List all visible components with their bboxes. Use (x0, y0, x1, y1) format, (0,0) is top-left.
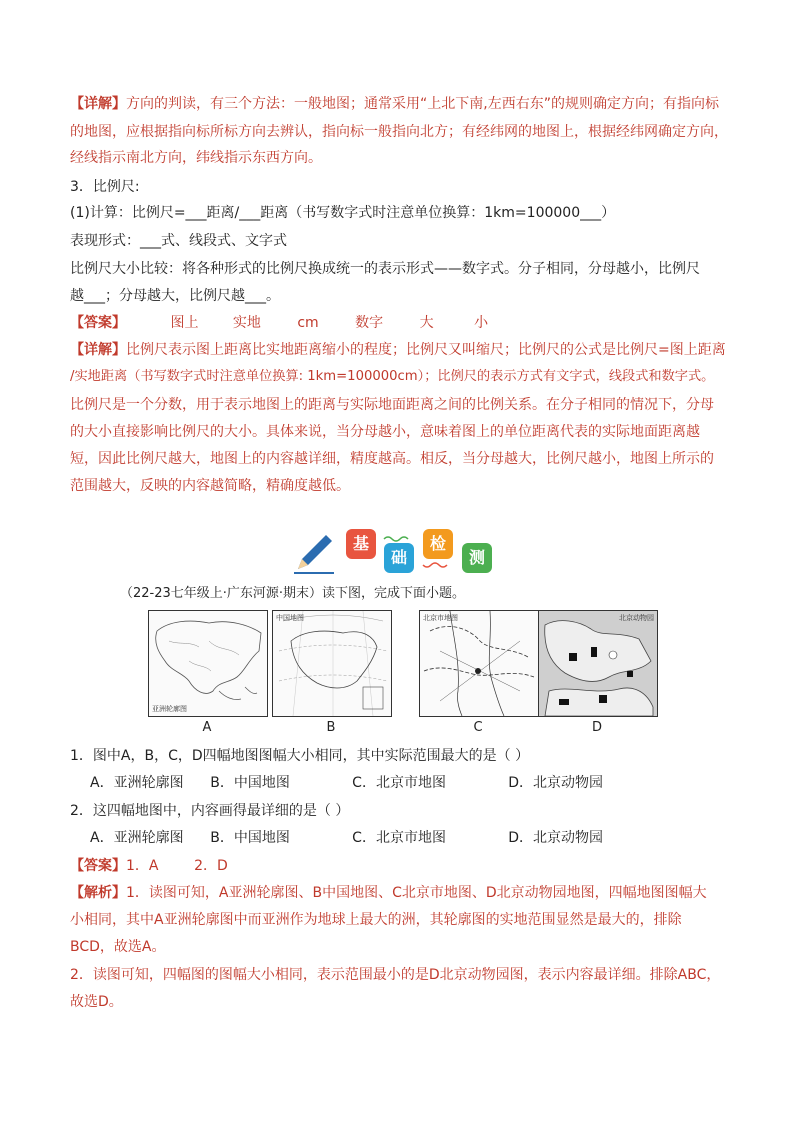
map-label: C (473, 720, 483, 735)
detail-text-line: 比例尺是一个分数，用于表示地图上的距离与实际地面距离之间的比例关系。在分子相同的情况下，分母 (70, 397, 714, 413)
map-caption: 中国地图 (276, 614, 304, 622)
map-asia (148, 610, 268, 717)
answer-item: 图上 (170, 315, 199, 331)
detail-text-line: /实地距离（书写数字式时注意单位换算: 1km=100000cm）；比例尺的表示方式有文字式，线段式和数字式。 (70, 369, 715, 384)
beijing-map-icon (420, 611, 538, 716)
analysis-text-line: 2．读图可知，四幅图的图幅大小相同，表示范围最小的是D北京动物园图，表示内容最详细。排除ABC， (70, 967, 721, 983)
zoo-map-icon (539, 611, 657, 716)
detail-paragraph-2 (70, 340, 726, 360)
answer-row (70, 313, 488, 333)
detail-text-line: 范围越大，反映的内容越简略，精确度越低。 (70, 478, 350, 494)
section-heading: 3．比例尺: (70, 179, 140, 195)
detail-tag: 【详解】 (70, 96, 126, 112)
detail-text: 方向的判读，有三个方法：一般地图；通常采用“上北下南,左西右东”的规则确定方向；有指向标 (126, 96, 719, 112)
map-beijing (419, 610, 539, 717)
analysis-paragraph (70, 883, 707, 903)
question-2: 2．这四幅地图中，内容画得最详细的是（ ） (70, 803, 350, 819)
analysis-tag: 【解析】 (70, 885, 126, 901)
map-label: B (326, 720, 336, 735)
detail-text-line: 的地图，应根据指向标所标方向去辨认，指向标一般指向北方；有经纬网的地图上，根据经纬网确定方向， (70, 124, 728, 140)
answer-item: 小 (474, 315, 489, 331)
map-label: A (202, 720, 212, 735)
exercise-intro: （22-23七年级上·广东河源·期末）读下图，完成下面小题。 (120, 586, 466, 601)
answer-item: cm (297, 315, 319, 331)
analysis-text: 1．读图可知，A亚洲轮廓图、B中国地图、C北京市地图、D北京动物园地图，四幅地图图幅大 (126, 885, 707, 901)
exercise-answer-row (70, 856, 228, 876)
map-caption: 北京市地图 (423, 614, 458, 622)
map-caption: 北京动物园 (619, 614, 654, 622)
answer-item: 大 (419, 315, 434, 331)
answer-text: 1．A 2．D (126, 858, 228, 874)
answer-tag: 【答案】 (70, 858, 126, 874)
forms-line: 表现形式：___式、线段式、文字式 (70, 233, 287, 249)
map-caption: 亚洲轮廓图 (152, 705, 187, 713)
detail-paragraph-1 (70, 94, 719, 114)
question-1-options: A．亚洲轮廓图 B．中国地图 C．北京市地图 D．北京动物园 (90, 775, 604, 791)
question-2-options: A．亚洲轮廓图 B．中国地图 C．北京市地图 D．北京动物园 (90, 830, 604, 846)
question-1: 1．图中A，B，C，D四幅地图图幅大小相同，其中实际范围最大的是（ ） (70, 748, 530, 764)
detail-text-line: 经线指示南北方向，纬线指示东西方向。 (70, 150, 322, 166)
calc-line: (1)计算：比例尺=___距离/___距离（书写数字式时注意单位换算：1km=100000___） (70, 205, 616, 221)
answer-item: 数字 (355, 315, 384, 331)
detail-text-line: 短，因此比例尺越大，地图上的内容越详细，精度越高。相反，当分母越大，比例尺越小，地图上所示的 (70, 451, 714, 467)
banner-tile: 基 (346, 529, 376, 559)
banner-tile: 础 (384, 543, 414, 573)
compare-line: 比例尺大小比较：将各种形式的比例尺换成统一的表示形式——数字式。分子相同，分母越小，比例尺 (70, 261, 700, 277)
answer-item: 实地 (232, 315, 261, 331)
compare-line: 越___；分母越大，比例尺越___。 (70, 288, 280, 304)
asia-outline-icon (149, 611, 267, 716)
section-banner (292, 525, 502, 577)
detail-text-line: 的大小直接影响比例尺的大小。具体来说，当分母越小，意味着图上的单位距离代表的实际地面距离越 (70, 424, 700, 440)
map-zoo (538, 610, 658, 717)
banner-tile: 测 (462, 543, 492, 573)
map-figure (146, 610, 716, 740)
map-label: D (591, 720, 602, 735)
analysis-text-line: 故选D。 (70, 994, 123, 1010)
answer-tag: 【答案】 (70, 315, 126, 331)
pencil-icon (292, 531, 336, 575)
detail-tag: 【详解】 (70, 342, 126, 358)
detail-text: 比例尺表示图上距离比实地距离缩小的程度；比例尺又叫缩尺；比例尺的公式是比例尺=图上距离 (126, 342, 726, 358)
analysis-text-line: BCD，故选A。 (70, 939, 166, 955)
map-china (272, 610, 392, 717)
banner-tile: 检 (423, 529, 453, 559)
analysis-text-line: 小相同，其中A亚洲轮廓图中而亚洲作为地球上最大的洲，其轮廓图的实地范围显然是最大的，排除 (70, 912, 682, 928)
china-map-icon (273, 611, 391, 716)
